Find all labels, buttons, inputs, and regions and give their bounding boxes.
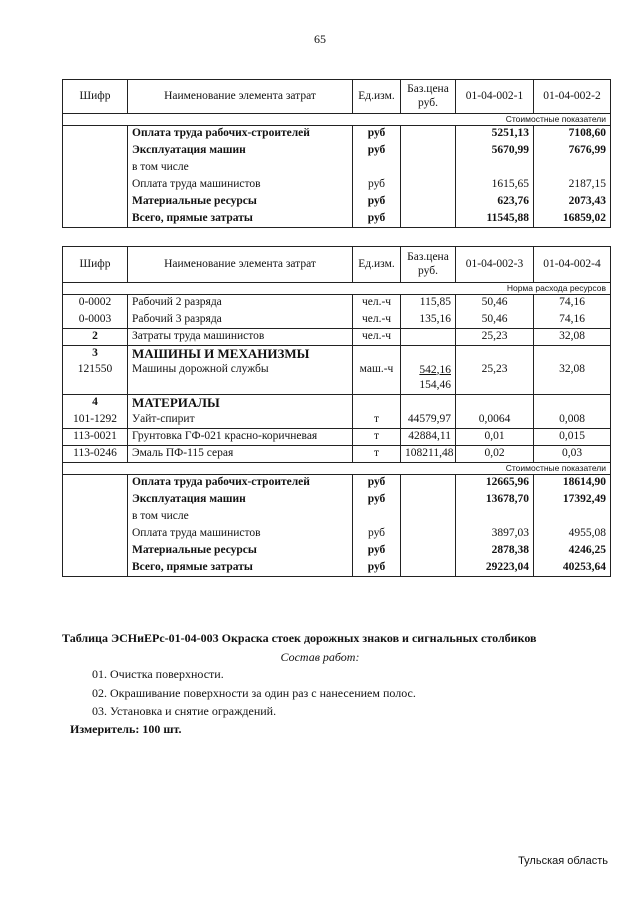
- subheader-cost: Стоимостные показатели: [456, 114, 611, 126]
- table-caption: Таблица ЭСНиЕРс-01-04-003 Окраска стоек дорожных знаков и сигнальных столбиков: [62, 631, 537, 645]
- table-row: Оплата труда рабочих-строителей руб 5251,13 7108,60: [63, 126, 611, 143]
- page-number: 65: [314, 32, 326, 46]
- header-code: Шифр: [63, 80, 128, 114]
- work-step: 03. Установка и снятие ограждений.: [92, 704, 277, 718]
- table-header-row: [63, 247, 611, 283]
- header-unit: Ед.изм.: [353, 247, 401, 283]
- header-col1: 01-04-002-1: [456, 80, 534, 114]
- header-col1: 01-04-002-3: [456, 247, 534, 283]
- machine-price-2: 154,46: [419, 379, 451, 392]
- work-step: 01. Очистка поверхности.: [92, 667, 224, 681]
- work-step: 02. Окрашивание поверхности за один раз с нанесением полос.: [92, 686, 416, 700]
- table-row: Оплата труда рабочих-строителей руб 12665,96 18614,90: [63, 475, 611, 492]
- table-row: Всего, прямые затраты руб 11545,88 16859,02: [63, 211, 611, 228]
- header-col2: 01-04-002-2: [534, 80, 611, 114]
- table-row: Материальные ресурсы руб 2878,38 4246,25: [63, 543, 611, 560]
- table-row: Всего, прямые затраты руб 29223,04 40253,64: [63, 560, 611, 577]
- table-header-row: [63, 80, 611, 114]
- table-row: 4 МАТЕРИАЛЫ: [63, 395, 611, 412]
- header-unit: Ед.изм.: [353, 80, 401, 114]
- table-row: 121550 Машины дорожной службы маш.-ч 542,16 154,46 25,23 32,08: [63, 363, 611, 395]
- machine-price: 542,16: [419, 363, 451, 376]
- header-base-price: Баз.цена руб.: [401, 80, 456, 114]
- header-code: Шифр: [63, 247, 128, 283]
- table-row: в том числе: [63, 509, 611, 526]
- subheader-cost: Стоимостные показатели: [456, 463, 611, 475]
- subheader-norm: Норма расхода ресурсов: [456, 283, 611, 295]
- table-row: Оплата труда машинистов руб 3897,03 4955,08: [63, 526, 611, 543]
- work-composition-heading: Состав работ:: [280, 650, 360, 664]
- table-row: 113-0246 Эмаль ПФ-115 серая т 108211,48 0,02 0,03: [63, 446, 611, 463]
- table-row: 113-0021 Грунтовка ГФ-021 красно-коричневая т 42884,11 0,01 0,015: [63, 429, 611, 446]
- header-col2: 01-04-002-4: [534, 247, 611, 283]
- table-row: Материальные ресурсы руб 623,76 2073,43: [63, 194, 611, 211]
- table-row: Эксплуатация машин руб 13678,70 17392,49: [63, 492, 611, 509]
- header-base-price: Баз.цена руб.: [401, 247, 456, 283]
- table-row: 0-0002 Рабочий 2 разряда чел.-ч 115,85 50,46 74,16: [63, 295, 611, 312]
- table-row: 3 МАШИНЫ И МЕХАНИЗМЫ: [63, 346, 611, 363]
- table-row: 2 Затраты труда машинистов чел.-ч 25,23 32,08: [63, 329, 611, 346]
- cost-table-2: [62, 246, 611, 577]
- table-row: Эксплуатация машин руб 5670,99 7676,99: [63, 143, 611, 160]
- table-row: в том числе: [63, 160, 611, 177]
- table-row: 101-1292 Уайт-спирит т 44579,97 0,0064 0,008: [63, 412, 611, 429]
- header-name: Наименование элемента затрат: [128, 247, 353, 283]
- header-name: Наименование элемента затрат: [128, 80, 353, 114]
- table-row: Оплата труда машинистов руб 1615,65 2187,15: [63, 177, 611, 194]
- table-row: 0-0003 Рабочий 3 разряда чел.-ч 135,16 50,46 74,16: [63, 312, 611, 329]
- cost-table-1: [62, 79, 611, 228]
- measure-unit: Измеритель: 100 шт.: [70, 722, 182, 736]
- footer-region: Тульская область: [518, 855, 608, 867]
